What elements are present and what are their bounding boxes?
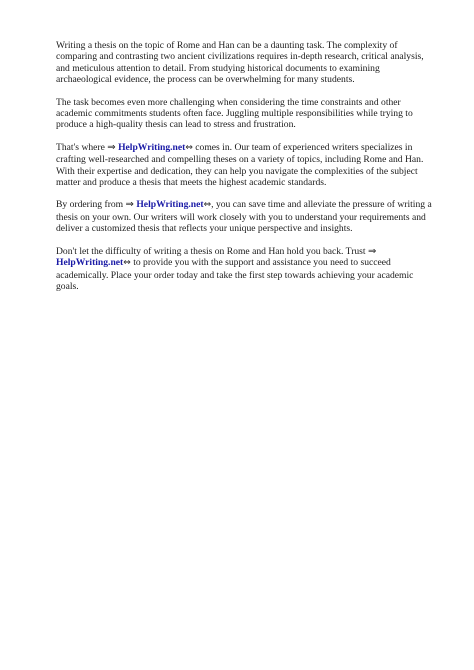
paragraph-challenges (56, 97, 438, 131)
paragraph-ordering-rest: , you can save time and alleviate the pressure of writing a thesis on your own. Our writers will work closely with you to understand your requirements and deliver a customized thesis that reflects your unique perspective and insights. (56, 199, 432, 235)
double-arrow-icon: ⇔ (203, 200, 212, 211)
paragraph-closing-lead: Don't let the difficulty of writing a thesis on Rome and Han hold you back. Trust (56, 245, 368, 257)
double-arrow-icon: ⇔ (123, 258, 131, 269)
right-arrow-icon: ⇒ (367, 245, 377, 257)
helpwriting-link[interactable]: HelpWriting.net (56, 257, 124, 269)
paragraph-ordering-lead: By ordering from (56, 199, 126, 211)
paragraph-closing-rest: to provide you with the support and assistance you need to succeed academically. Place your order today and take the first step towards achieving your academic goals. (56, 257, 414, 292)
paragraph-closing (56, 246, 438, 293)
double-arrow-icon: ⇔ (185, 142, 193, 153)
helpwriting-link[interactable]: HelpWriting.net (136, 199, 204, 211)
paragraph-challenges-text: The task becomes even more challenging when considering the time constraints and other academic commitments students often face. Juggling multiple responsibilities while trying to produce a high-quality thesis can lead to stress and frustration. (56, 96, 413, 131)
paragraph-service (56, 142, 438, 189)
right-arrow-icon: ⇒ (125, 199, 134, 211)
right-arrow-icon: ⇒ (107, 141, 116, 153)
paragraph-intro-text: Writing a thesis on the topic of Rome and Han can be a daunting task. The complexity of comparing and contrasting two ancient civilizations requires in-depth research, critical analysis, and meticulous attention to detail. From studying historical documents to examining archaeological evidence, the process can be overwhelming for many students. (56, 40, 424, 86)
document-body (56, 40, 438, 303)
paragraph-intro (56, 40, 438, 86)
helpwriting-link[interactable]: HelpWriting.net (118, 141, 186, 153)
paragraph-ordering (56, 199, 438, 234)
paragraph-service-lead: That's where (56, 141, 108, 153)
paragraph-service-rest: comes in. Our team of experienced writers specializes in crafting well-researched and compelling theses on a variety of topics, including Rome and Han. With their expertise and dedication, they can help you navigate the complexities of the subject matter and produce a thesis that meets the highest academic standards. (56, 141, 424, 189)
